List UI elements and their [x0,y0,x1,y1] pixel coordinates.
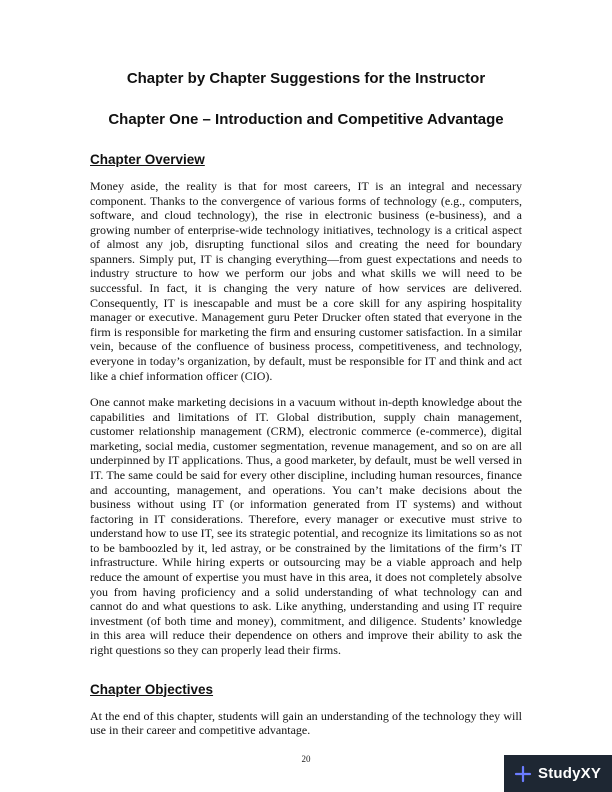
document-title: Chapter by Chapter Suggestions for the Instructor [126,70,486,87]
objectives-paragraph: At the end of this chapter, students will gain an understanding of the technology they will use in their career and competitive advantage. [90,708,522,738]
section-heading-chapter-objectives: Chapter Objectives [90,681,214,697]
logo-text [538,765,601,782]
studyxy-logo [504,755,612,792]
plus-icon [514,765,532,783]
overview-paragraph-1: Money aside, the reality is that for most careers, IT is an integral and necessary component. Thanks to the convergence of various forms of technology (e.g., computers, software, and cloud technology), the rise in electronic business (e-business), and a growing number of enterprise-wide technology initiatives, technology is a critical aspect of almost any job, disrupting functional silos and creating the need for boundary spanners. Simply put, IT is changing everything—from guest expectations and needs to industry structure to how we perform our jobs and what skills we will need to be successful. In fact, it is changing the very nature of how services are delivered. Consequently, IT is inescapable and must be a core skill for any aspiring hospitality manager or executive. Management guru Peter Drucker often stated that everyone in the firm is responsible for marketing the firm and ensuring customer satisfaction. In a similar vein, because of the confluence of business process, competitiveness, and technology, everyone in today’s organization, by default, must be responsible for IT and think and act like a chief information officer (CIO). [90,179,522,383]
logo-text-primary: Study [538,765,581,782]
logo-text-secondary: XY [580,765,602,782]
page-number: 20 [301,754,311,764]
overview-paragraph-2: One cannot make marketing decisions in a vacuum without in-depth knowledge about the capabilities and limitations of IT. Global distribution, supply chain management, customer relationship management (CRM), electronic commerce (e-commerce), digital marketing, social media, customer segmentation, revenue management, and so on are all underpinned by IT applications. Thus, a good marketer, by default, must be well versed in IT. The same could be said for every other discipline, including human resources, finance and accounting, management, and operations. You can’t make decisions about the business without using IT (or information generated from IT systems) and without factoring in IT considerations. Therefore, every manager or executive must strive to understand how to use IT, see its strategic potential, and recognize its limitations so as not to be bamboozled by it, led astray, or be constrained by the limitations of the firm’s IT infrastructure. While hiring experts or outsourcing may be a viable approach and help reduce the amount of expertise you must have in this area, it does not completely absolve you from having proficiency and a solid understanding of what technology can and cannot do and what questions to ask. Like anything, understanding and using IT require investment (of both time and money), commitment, and diligence. Students’ knowledge in this area will reduce their dependence on others and improve their ability to ask the right questions so they can properly lead their firms. [90,395,523,657]
chapter-title: Chapter One – Introduction and Competitive Advantage [108,111,504,128]
section-heading-chapter-overview: Chapter Overview [90,152,205,167]
